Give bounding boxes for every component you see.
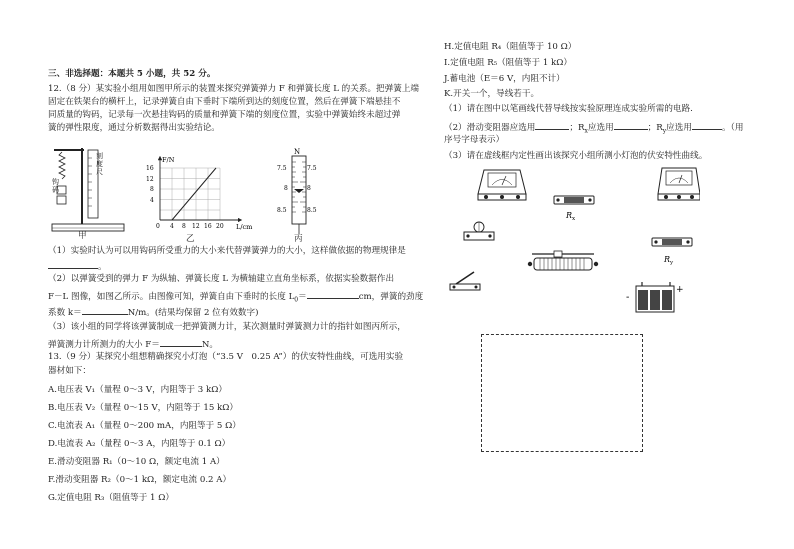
xtick-12: 12 [192, 223, 200, 230]
q13-line2: 器材如下： [48, 366, 91, 376]
figure-f-l-graph [140, 154, 256, 232]
q13-item-d: D.电流表 A₂（量程 0～3 A，内阻等于 0.1 Ω） [48, 439, 231, 449]
answer-blank-l0[interactable] [307, 289, 359, 299]
q13-item-f: F.滑动变阻器 R₂（0～1 kΩ，额定电流 0.2 A） [48, 475, 232, 485]
answer-blank-1[interactable] [48, 259, 98, 269]
right-sub3: （3）请在虚线框内定性画出该探究小组所测小灯泡的伏安特性曲线。 [444, 151, 708, 161]
q12-line-2: 固定在铁架台的横杆上，记录弹簧自由下垂时下端所到达的刻度位置，然后在弹簧下端悬挂不 [48, 97, 401, 107]
scale-tick-8-right: 8 [307, 185, 311, 192]
battery-plus: + [676, 285, 684, 295]
resistor-rx-icon[interactable] [554, 196, 594, 204]
q12-sub3-line1: （3）该小组的同学将该弹簧制成一把弹簧测力计，某次测量时弹簧测力计的指针如图丙所示， [48, 322, 406, 332]
q12-k-text: 系数 k＝ [48, 308, 82, 318]
ytick-12: 12 [146, 176, 154, 183]
scale-tick-7-5-left: 7.5 [277, 165, 287, 172]
q12-sub2-line3 [48, 305, 258, 319]
resistor-ry-icon[interactable] [652, 238, 692, 246]
label-yi: 乙 [186, 234, 195, 244]
rx-subscript: x [572, 216, 576, 222]
ytick-16: 16 [146, 165, 154, 172]
q12-sub2-text-end: cm，弹簧的劲度 [358, 292, 424, 302]
q12-sub1-answer: 。 [48, 259, 107, 273]
q12-sub2-text: F－L 图像，如图乙所示。由图像可知，弹簧自由下垂时的长度 L [48, 292, 295, 302]
item-k: K.开关一个，导线若干。 [444, 89, 540, 99]
scale-tick-8-left: 8 [284, 185, 288, 192]
q12-line-4: 簧的弹性限度，通过分析数据得出实验结论。 [48, 123, 220, 133]
ammeter-icon[interactable] [658, 168, 700, 200]
rx-label: R [566, 211, 573, 220]
scale-letter: N [294, 148, 301, 156]
q12-sub3-line2 [48, 337, 218, 351]
q12-sub2-line1: （2）以弹簧受到的弹力 F 为纵轴、弹簧长度 L 为横轴建立直角坐标系，依据实验数据作出 [48, 274, 395, 284]
ry-subscript: y [670, 260, 674, 266]
subscript-x: x [584, 127, 588, 135]
answer-blank-ry[interactable] [692, 120, 722, 130]
item-i: I.定值电阻 R₅（阻值等于 1 kΩ） [444, 58, 572, 68]
sub2-text-a: （2）滑动变阻器应选用 [444, 123, 536, 133]
q13-item-c: C.电流表 A₁（量程 0～200 mA，内阻等于 5 Ω） [48, 421, 241, 431]
q12-f-text: 弹簧测力计所测力的大小 F＝ [48, 340, 160, 350]
ry-label: R [664, 255, 671, 264]
graph-answer-box[interactable] [481, 334, 643, 452]
q12-f-text-end: N。 [201, 340, 218, 350]
xtick-20: 20 [216, 223, 224, 230]
battery-icon[interactable] [636, 282, 674, 312]
graph-ylabel: F/N [162, 156, 175, 164]
xtick-4: 4 [170, 223, 174, 230]
scale-tick-7-5-right: 7.5 [307, 165, 317, 172]
answer-blank-f[interactable] [160, 337, 202, 347]
q13-line1: 13.（9 分）某探究小组想精确探究小灯泡（“3.5 V 0.25 A”）的伏安特性曲线，可选用实验 [48, 352, 404, 362]
graph-xlabel: L/cm [236, 223, 253, 231]
q12-line-3: 同质量的钩码，记录每一次悬挂钩码的质量和弹簧下端的刻度位置，实验中弹簧始终未超过弹 [48, 110, 401, 120]
answer-blank-rheostat[interactable] [535, 120, 569, 130]
q13-item-b: B.电压表 V₂（量程 0～15 V，内阻等于 15 kΩ） [48, 403, 238, 413]
subscript-0: 0 [294, 296, 299, 304]
label-jia: 甲 [78, 231, 87, 241]
scale-tick-8-5-left: 8.5 [277, 207, 287, 214]
voltmeter-icon[interactable] [478, 170, 526, 200]
sub2-text-e: 应选用 [666, 123, 692, 133]
item-h: H.定值电阻 R₄（阻值等于 10 Ω） [444, 42, 577, 52]
q13-item-e: E.滑动变阻器 R₁（0～10 Ω，额定电流 1 A） [48, 457, 225, 467]
answer-blank-k[interactable] [82, 305, 128, 315]
sub2-text-f: 。（用 [721, 123, 744, 133]
equals-sign: ＝ [298, 292, 307, 302]
item-j: J.蓄电池（E＝6 V，内阻不计） [444, 74, 565, 84]
ytick-4: 4 [150, 197, 154, 204]
section-title: 三、非选择题：本题共 5 小题，共 52 分。 [48, 69, 216, 79]
q12-k-text-end: N/m。(结果均保留 2 位有效数字) [127, 308, 259, 318]
sub2-text-b: ；R [569, 123, 585, 133]
sub2-text-d: ；R [647, 123, 663, 133]
answer-blank-rx[interactable] [614, 120, 648, 130]
xtick-0: 0 [156, 223, 160, 230]
switch-icon[interactable] [450, 272, 480, 290]
ytick-8: 8 [150, 186, 154, 193]
rheostat-icon[interactable] [528, 251, 598, 270]
label-ruler: 刻度尺 [96, 152, 103, 176]
q12-sub2-line2 [48, 289, 423, 306]
right-sub1: （1）请在图中以笔画线代替导线按实验原理连成实验所需的电路. [444, 104, 693, 114]
scale-tick-8-5-right: 8.5 [307, 207, 317, 214]
lamp-icon[interactable] [464, 222, 494, 240]
circuit-components [430, 160, 700, 320]
q12-line-1: 12.（8 分）某实验小组用如图甲所示的装置来探究弹簧弹力 F 和弹簧长度 L 的关系。把弹簧上端 [48, 84, 420, 94]
xtick-16: 16 [204, 223, 212, 230]
label-weights: 钩码 [52, 178, 59, 194]
q13-item-g: G.定值电阻 R₃（阻值等于 1 Ω） [48, 493, 174, 503]
q13-item-a: A.电压表 V₁（量程 0～3 V，内阻等于 3 kΩ） [48, 385, 227, 395]
figure-spring-scale [276, 146, 326, 236]
battery-minus: - [626, 292, 630, 303]
subscript-y: y [662, 127, 667, 135]
label-bing: 丙 [294, 234, 303, 244]
sub2-text-c: 应选用 [587, 123, 614, 133]
xtick-8: 8 [182, 223, 186, 230]
right-sub2-line2: 序号字母表示） [444, 135, 505, 145]
q12-sub1: （1）实验时认为可以用钩码所受重力的大小来代替弹簧弹力的大小，这样做依据的物理规律是 [48, 246, 406, 256]
